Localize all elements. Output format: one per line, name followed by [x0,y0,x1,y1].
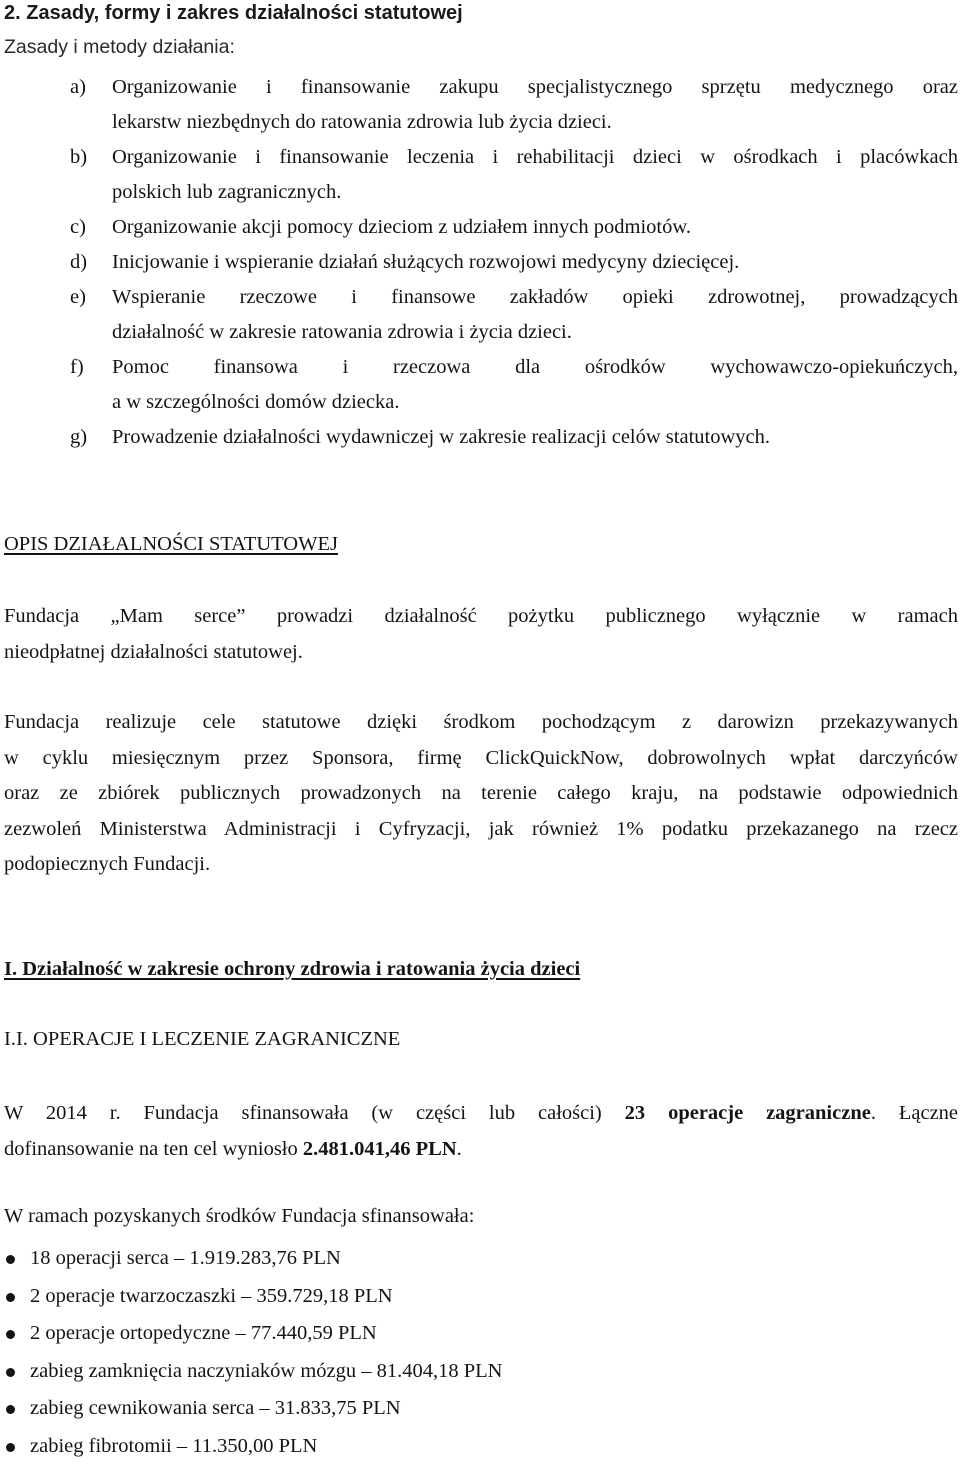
list-item-text: 18 operacji serca – 1.919.283,76 PLN [30,1247,341,1269]
document-page [4,0,958,1459]
bullet-icon [6,1405,15,1414]
paragraph-line: zezwoleń Ministerstwa Administracji i Cyfryzacji, jak również 1% podatku przekazanego na rzecz [4,812,958,848]
list-item [70,420,958,455]
opis-paragraph-1 [4,599,958,670]
section-1-heading: I. Działalność w zakresie ochrony zdrowia i ratowania życia dzieci [4,958,580,981]
paragraph-line: nieodpłatnej działalności statutowej. [4,635,958,671]
list-item-text: Wspieranie rzeczowe i finansowe zakładów opieki zdrowotnej, prowadzących [112,280,958,315]
list-item [4,1353,958,1391]
list-item-label: d) [70,245,87,280]
paragraph-line [4,1132,958,1168]
list-item-label: f) [70,350,84,385]
list-item [70,245,958,280]
list-item-text: a w szczególności domów dziecka. [112,385,958,420]
list-item-text: zabieg zamknięcia naczyniaków mózgu – 81.404,18 PLN [30,1360,503,1382]
list-item [70,140,958,210]
summary-text: . [457,1138,462,1160]
list-item [4,1278,958,1316]
list-item [4,1240,958,1278]
list-item-text: Prowadzenie działalności wydawniczej w zakresie realizacji celów statutowych. [112,420,958,455]
list-item [4,1315,958,1353]
section-1-1-heading: I.I. OPERACJE I LECZENIE ZAGRANICZNE [4,1028,400,1051]
summary-text: . Łączne [871,1102,958,1124]
operations-summary [4,1096,958,1167]
list-item-text: Organizowanie akcji pomocy dzieciom z udziałem innych podmiotów. [112,210,958,245]
list-item [70,70,958,140]
paragraph-line: podopiecznych Fundacji. [4,847,958,883]
list-item-text: 2 operacje twarzoczaszki – 359.729,18 PLN [30,1285,393,1307]
list-item-text: Organizowanie i finansowanie zakupu specjalistycznego sprzętu medycznego oraz [112,70,958,105]
list-item [4,1428,958,1465]
paragraph-line [4,1096,958,1132]
list-item-text: Organizowanie i finansowanie leczenia i rehabilitacji dzieci w ośrodkach i placówkach [112,140,958,175]
bullet-icon [6,1330,15,1339]
list-item-label: g) [70,420,87,455]
list-item-text: zabieg fibrotomii – 11.350,00 PLN [30,1435,317,1457]
list-item [70,350,958,420]
bullet-icon [6,1293,15,1302]
list-item-label: c) [70,210,86,245]
bullet-icon [6,1255,15,1264]
list-item [4,1390,958,1428]
paragraph-line: Fundacja „Mam serce” prowadzi działalność pożytku publicznego wyłącznie w ramach [4,599,958,635]
bullet-icon [6,1443,15,1452]
total-amount: 2.481.041,46 PLN [303,1138,457,1160]
list-item [70,280,958,350]
list-item-text: zabieg cewnikowania serca – 31.833,75 PLN [30,1397,401,1419]
list-item-text: działalność w zakresie ratowania zdrowia i życia dzieci. [112,315,958,350]
section-2-heading: 2. Zasady, formy i zakres działalności statutowej [4,2,463,25]
operations-count: 23 operacje zagraniczne [625,1102,871,1124]
paragraph-line: Fundacja realizuje cele statutowe dzięki środkom pochodzącym z darowizn przekazywanych [4,705,958,741]
list-item-text: Pomoc finansowa i rzeczowa dla ośrodków wychowawczo-opiekuńczych, [112,350,958,385]
list-item-text: Inicjowanie i wspieranie działań służących rozwojowi medycyny dziecięcej. [112,245,958,280]
opis-heading: OPIS DZIAŁALNOŚCI STATUTOWEJ [4,533,338,556]
funded-intro: W ramach pozyskanych środków Fundacja sfinansowała: [4,1205,474,1228]
list-item-label: b) [70,140,87,175]
methods-list [70,70,958,455]
paragraph-line: oraz ze zbiórek publicznych prowadzonych na terenie całego kraju, na podstawie odpowiednich [4,776,958,812]
summary-text: W 2014 r. Fundacja sfinansowała (w części lub całości) [4,1102,602,1124]
list-item-label: e) [70,280,86,315]
section-2-subheading: Zasady i metody działania: [4,36,235,59]
list-item [70,210,958,245]
list-item-label: a) [70,70,86,105]
list-item-text: 2 operacje ortopedyczne – 77.440,59 PLN [30,1322,377,1344]
summary-text: dofinansowanie na ten cel wyniosło [4,1138,298,1160]
paragraph-line: w cyklu miesięcznym przez Sponsora, firmę ClickQuickNow, dobrowolnych wpłat darczyńców [4,741,958,777]
funded-list [4,1240,958,1465]
bullet-icon [6,1368,15,1377]
list-item-text: lekarstw niezbędnych do ratowania zdrowia lub życia dzieci. [112,105,958,140]
opis-paragraph-2 [4,705,958,883]
list-item-text: polskich lub zagranicznych. [112,175,958,210]
